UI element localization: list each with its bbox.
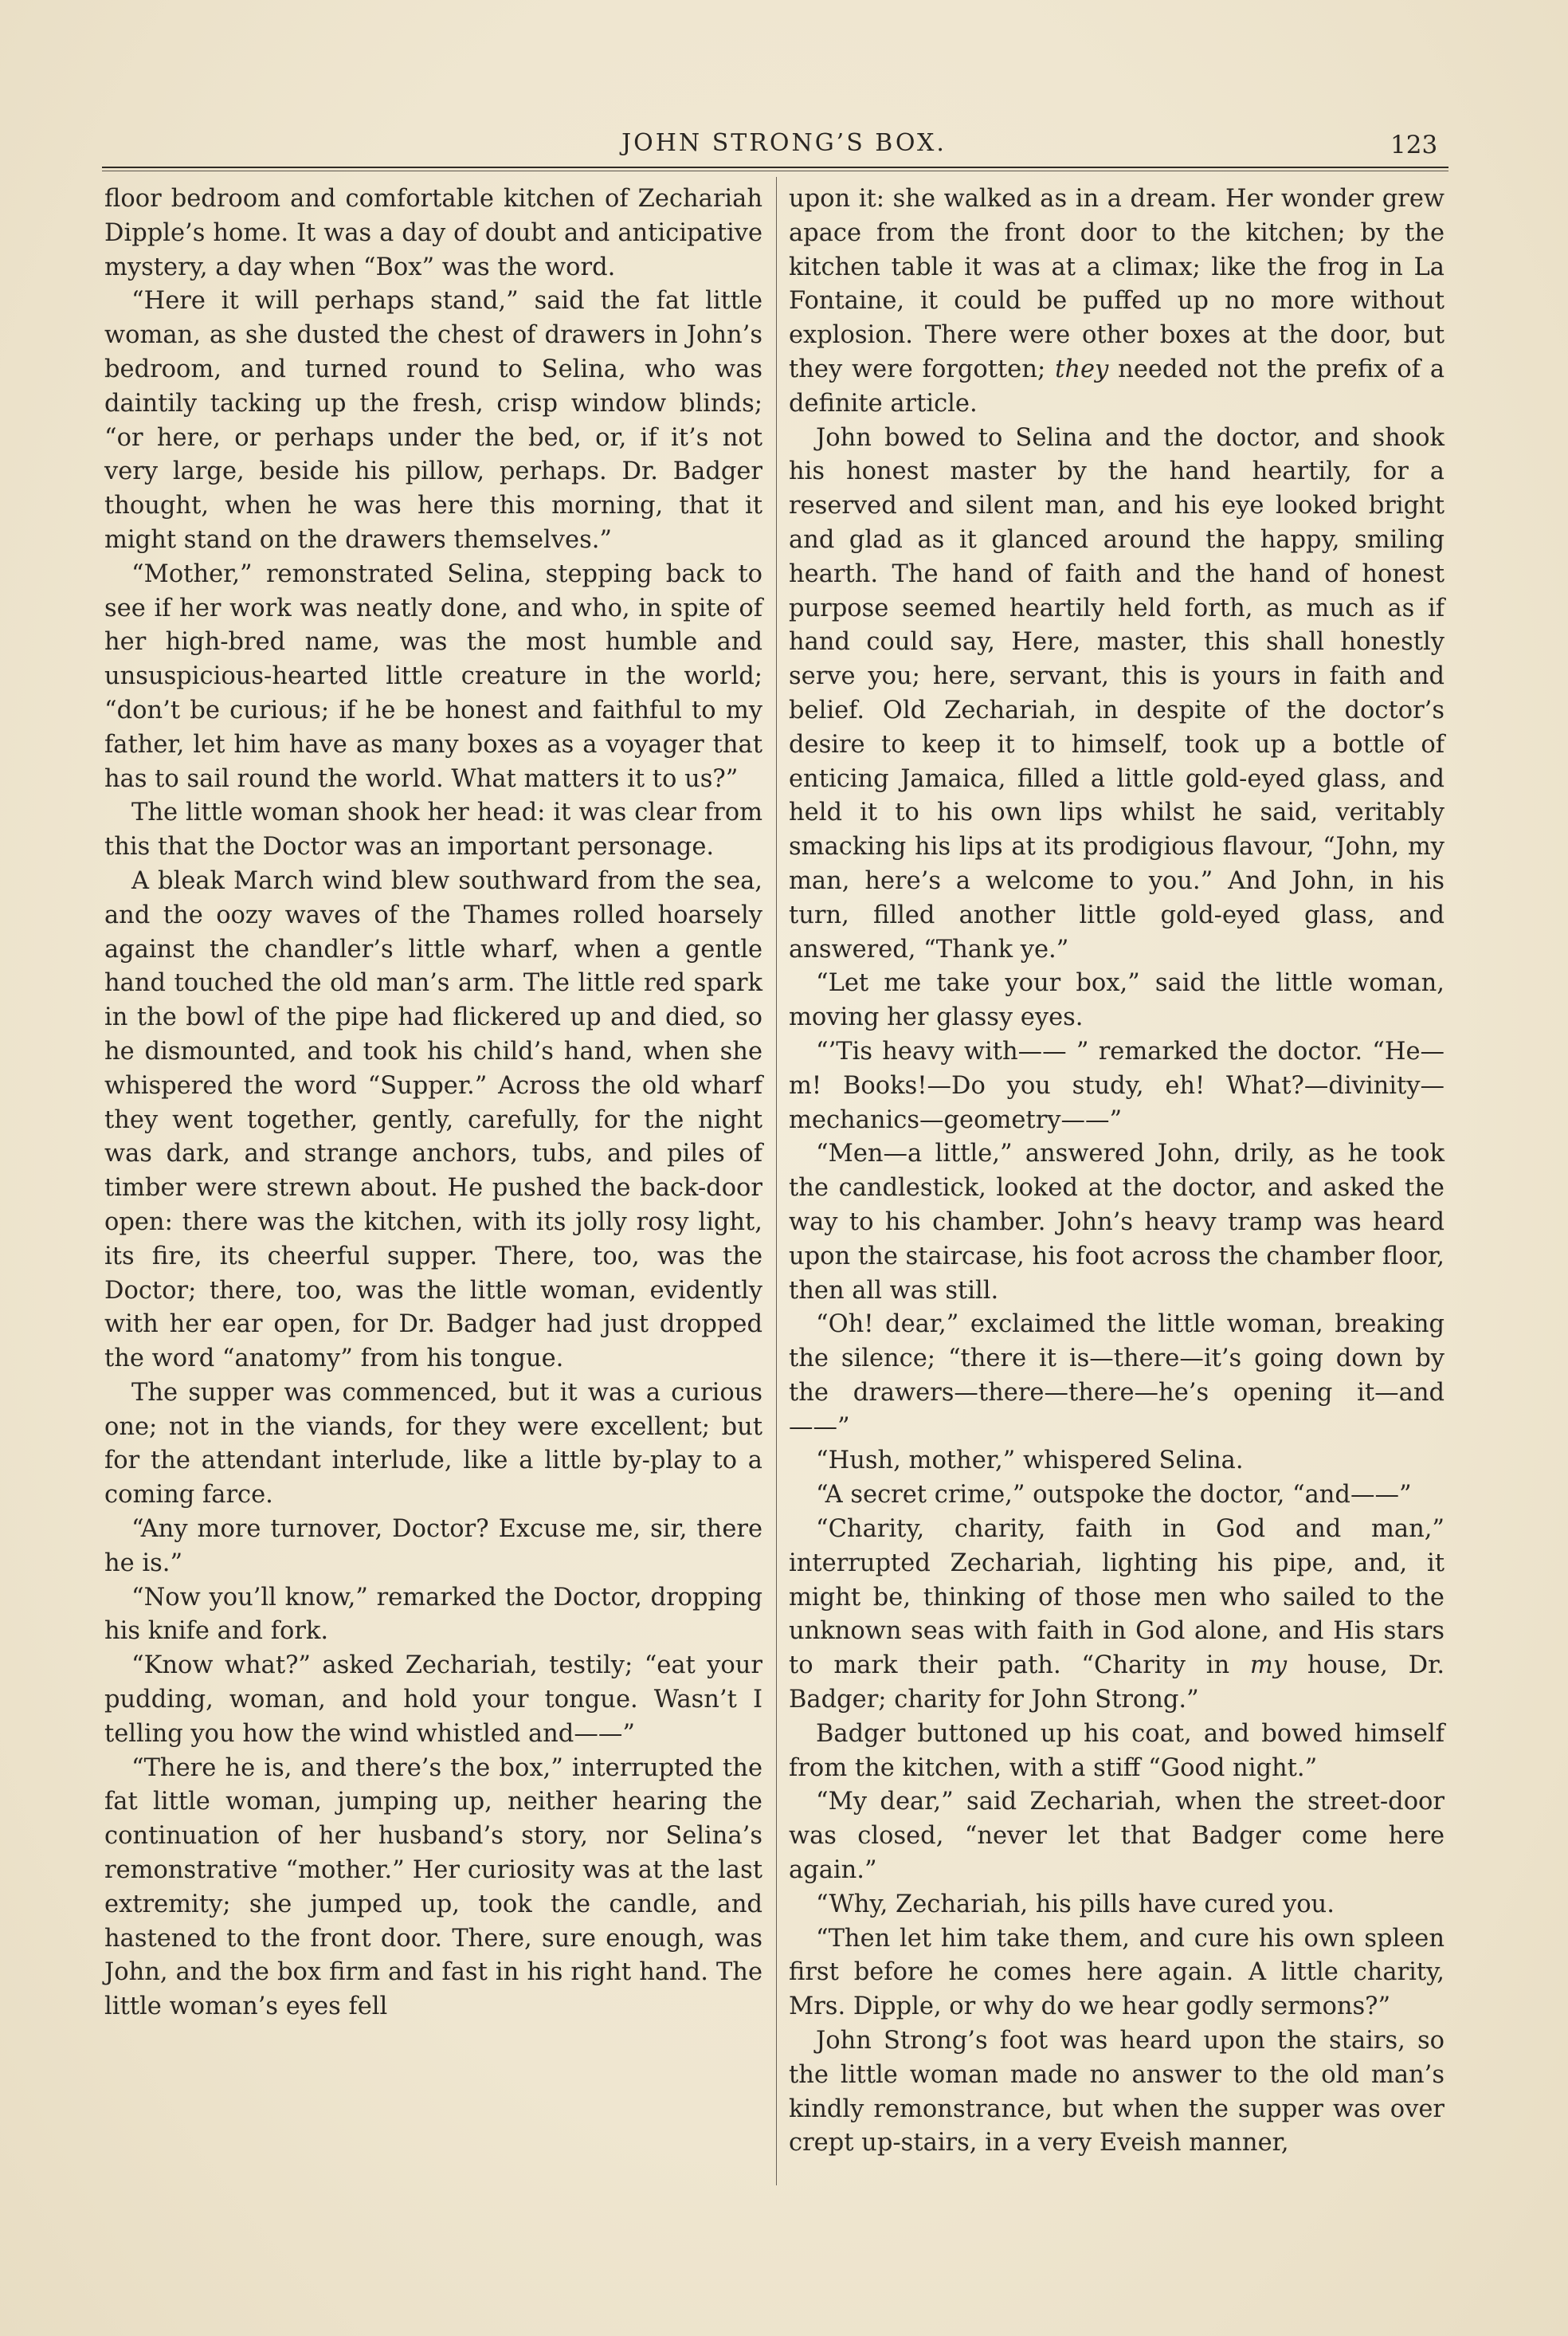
left-column — [104, 183, 762, 2024]
text-run: needed not the prefix of a definite article. — [789, 355, 1445, 418]
paragraph: “’Tis heavy with—— ” remarked the doctor. “He—m! Books!—Do you study, eh! What?—divinity—mechanics—geometry——” — [789, 1037, 1445, 1134]
running-head — [0, 129, 1568, 169]
text-run: upon it: she walked as in a dream. Her wonder grew apace from the front door to the kitchen; by the kitchen table it was at a climax; like the frog in La Fontaine, it could be puffed up no more without explosion. There were other boxes at the door, but they were forgotten; — [789, 185, 1445, 383]
paragraph: “Why, Zechariah, his pills have cured you. — [816, 1890, 1335, 1918]
paragraph: “Now you’ll know,” remarked the Doctor, dropping his knife and fork. — [104, 1583, 762, 1646]
paragraph: “Then let him take them, and cure his own spleen first before he comes here again. A little charity, Mrs. Dipple, or why do we hear godly sermons?” — [789, 1924, 1445, 2021]
paragraph: “Mother,” remonstrated Selina, stepping back to see if her work was neatly done, and who, in spite of her high-bred name, was the most humble and unsuspicious-hearted little creature in the world; “don’t be curious; if he be honest and faithful to my father, let him have as many boxes as a voyager that has to sail round the world. What matters it to us?” — [104, 559, 762, 793]
paragraph: “Know what?” asked Zechariah, testily; “eat your pudding, woman, and hold your tongue. Wasn’t I telling you how the wind whistled and——” — [104, 1651, 762, 1748]
italic-word: my — [1249, 1651, 1288, 1680]
paragraph: The supper was commenced, but it was a curious one; not in the viands, for they were excellent; but for the attendant interlude, like a little by-play to a coming farce. — [104, 1378, 762, 1510]
paragraph — [789, 183, 1445, 422]
text-run: “Charity, charity, faith in God and man,” interrupted Zechariah, lighting his pipe, and, it might be, thinking of those men who sailed to the unknown seas with faith in God alone, and His stars to mark their path. “Charity in — [789, 1515, 1445, 1680]
italic-word: they — [1055, 355, 1109, 383]
paragraph: “Let me take your box,” said the little woman, moving her glassy eyes. — [789, 969, 1445, 1032]
paragraph: John bowed to Selina and the doctor, and shook his honest master by the hand heartily, for a reserved and silent man, and his eye looked bright and glad as it glanced around the happy, smiling hearth. The hand of faith and the hand of honest purpose seemed heartily held forth, as much as if hand could say, Here, master, this shall honestly serve you; here, servant, this is yours in faith and belief. Old Zechariah, in despite of the doctor’s desire to keep it to himself, took up a bottle of enticing Jamaica, filled a little gold-eyed glass, and held it to his own lips whilst he said, veritably smacking his lips at its prodigious flavour, “John, my man, here’s a welcome to you.” And John, in his turn, filled another little gold-eyed glass, and answered, “Thank ye.” — [789, 423, 1445, 964]
paragraph: “A secret crime,” outspoke the doctor, “and——” — [816, 1481, 1412, 1510]
paragraph: “Any more turnover, Doctor? Excuse me, sir, there he is.” — [104, 1515, 762, 1577]
paragraph: “Men—a little,” answered John, drily, as he took the candlestick, looked at the doctor, and asked the way to his chamber. John’s heavy tramp was heard upon the staircase, his foot across the chamber floor, then all was still. — [789, 1140, 1445, 1305]
page-number: 123 — [1390, 131, 1438, 159]
paragraph: “Here it will perhaps stand,” said the fat little woman, as she dusted the chest of drawers in John’s bedroom, and turned round to Selina, who was daintily tacking up the fresh, crisp window blinds; “or here, or perhaps under the bed, or, if it’s not very large, beside his pillow, perhaps. Dr. Badger thought, when he was here this morning, that it might stand on the drawers themselves.” — [104, 287, 762, 554]
paragraph: “Oh! dear,” exclaimed the little woman, breaking the silence; “there it is—there—it’s going down by the drawers—there—there—he’s opening it—and——” — [789, 1310, 1445, 1441]
paragraph: John Strong’s foot was heard upon the stairs, so the little woman made no answer to the old man’s kindly remonstrance, but when the supper was over crept up-stairs, in a very Eveish manner, — [789, 2027, 1445, 2157]
paragraph: “There he is, and there’s the box,” interrupted the fat little woman, jumping up, neither hearing the continuation of her husband’s story, nor Selina’s remonstrative “mother.” Her curiosity was at the last extremity; she jumped up, took the candle, and hastened to the front door. There, sure enough, was John, and the box firm and fast in his right hand. The little woman’s eyes fell — [104, 1753, 762, 2021]
paragraph: “Hush, mother,” whispered Selina. — [816, 1447, 1244, 1475]
paragraph: Badger buttoned up his coat, and bowed himself from the kitchen, with a stiff “Good night.” — [789, 1719, 1445, 1782]
running-title: JOHN STRONG’S BOX. — [621, 129, 947, 157]
paragraph — [789, 1513, 1445, 1718]
paragraph: floor bedroom and comfortable kitchen of Zechariah Dipple’s home. It was a day of doubt and anticipative mystery, a day when “Box” was the word. — [104, 185, 762, 281]
paragraph: The little woman shook her head: it was clear from this that the Doctor was an important personage. — [104, 799, 762, 862]
paragraph: A bleak March wind blew southward from the sea, and the oozy waves of the Thames rolled hoarsely against the chandler’s little wharf, when a gentle hand touched the old man’s arm. The little red spark in the bowl of the pipe had flickered up and died, so he dismounted, and took his child’s hand, when she whispered the word “Supper.” Across the old wharf they went together, gently, carefully, for the night was dark, and strange anchors, tubs, and piles of timber were strewn about. He pushed the back-door open: there was the kitchen, with its jolly rosy light, its fire, its cheerful supper. There, too, was the Doctor; there, too, was the little woman, evidently with her ear open, for Dr. Badger had just dropped the word “anatomy” from his tongue. — [104, 866, 762, 1373]
paragraph: “My dear,” said Zechariah, when the street-door was closed, “never let that Badger come here again.” — [789, 1788, 1445, 1885]
right-column — [789, 183, 1445, 2161]
header-rule — [102, 167, 1448, 168]
text-run: house, Dr. Badger; charity for John Strong.” — [789, 1651, 1445, 1714]
column-divider — [776, 177, 777, 2185]
